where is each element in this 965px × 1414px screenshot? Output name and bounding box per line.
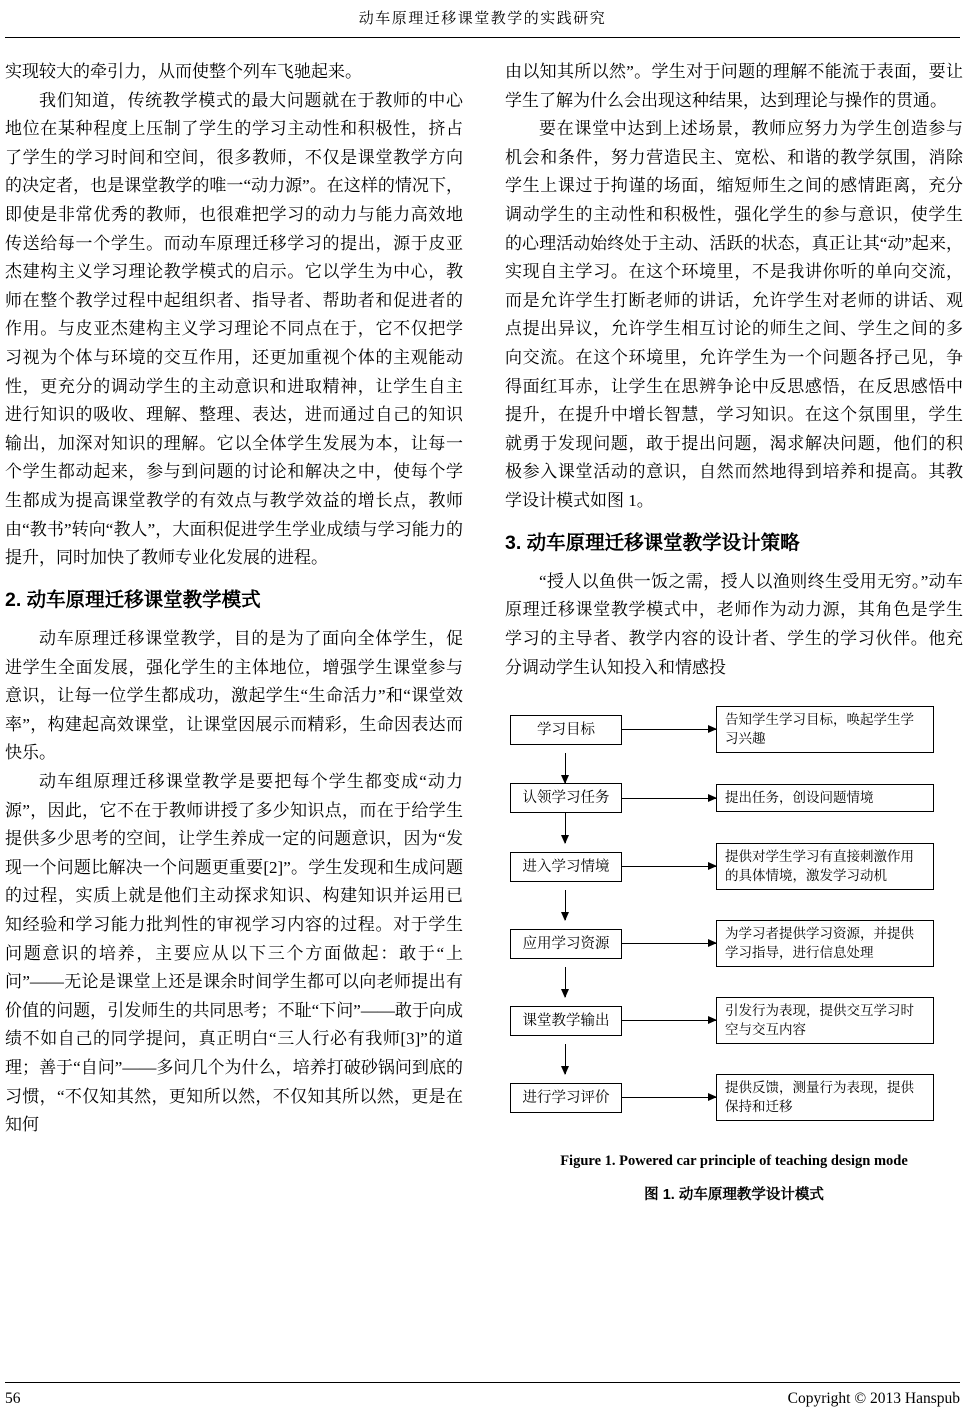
footer-copyright: Copyright © 2013 Hanspub <box>787 1390 960 1407</box>
flowchart-step-box: 学习目标 <box>510 715 622 745</box>
right-column <box>505 58 963 1209</box>
right-arrow-icon <box>622 1097 716 1098</box>
paragraph: 由以知其所以然”。学生对于问题的理解不能流于表面，要让学生了解为什么会出现这种结果，达到理论与操作的贯通。 <box>505 62 963 110</box>
paragraph: 我们知道，传统教学模式的最大问题就在于教师的中心地位在某种程度上压制了学生的学习主动性和积极性，挤占了学生的学习时间和空间，很多教师，不仅是课堂教学方向的决定者，也是课堂教学的唯一“动力源”。在这样的情况下，即使是非常优秀的教师，也很难把学习的动力与能力高效地传送给每一个学生。而动车原理迁移学习的提出，源于皮亚杰建构主义学习理论教学模式的启示。它以学生为中心，教师在整个教学过程中起组织者、指导者、帮助者和促进者的作用。与皮亚杰建构主义学习理论不同点在于，它不仅把学习视为个体与环境的交互作用，还更加重视个体的主观能动性，更充分的调动学生的主动意识和进取精神，让学生自主进行知识的吸收、理解、整理、表达，进而通过自己的知识输出，加深对知识的理解。它以全体学生发展为本，让每一个学生都动起来，参与到问题的讨论和解决之中，使每个学生都成为提高课堂教学的有效点与教学效益的增长点，教师由“教书”转向“教人”，大面积促进学生学业成绩与学习能力的提升，同时加快了教师专业化发展的进程。 <box>5 90 463 568</box>
section-heading-3: 3. 动车原理迁移课堂教学设计策略 <box>505 531 800 554</box>
figure-caption-en: Figure 1. Powered car principle of teaching design mode <box>560 1153 908 1170</box>
footer-page-number: 56 <box>5 1390 21 1407</box>
flowchart-step-box: 进入学习情境 <box>510 852 622 882</box>
flowchart-row <box>510 997 963 1044</box>
flowchart-desc-box: 引发行为表现，提供交互学习时空与交互内容 <box>716 997 934 1044</box>
paragraph: 动车组原理迁移课堂教学是要把每个学生都变成“动力源”，因此，它不在于教师讲授了多少知识点，而在于给学生提供多少思考的空间，让学生养成一定的问题意识，因为“发现一个问题比解决一个问题更重要[2]”。学生发现和生成问题的过程，实质上就是他们主动探求知识、构建知识并运用已知经验和学习能力批判性的审视学习内容的过程。对于学生问题意识的培养，主要应从以下三个方面做起：敢于“上问”——无论是课堂上还是课余时间学生都可以向老师提出有价值的问题，引发师生的共同思考；不耻“下问”——敢于向成绩不如自己的同学提问，真正明白“三人行必有我师[3]”的道理；善于“自问”——多问几个为什么，培养打破砂锅问到底的习惯，“不仅知其然，更知所以然，不仅知其所以然，更是在知何 <box>5 772 463 1135</box>
flowchart-desc-box: 提出任务，创设问题情境 <box>716 784 934 813</box>
down-arrow-icon <box>565 890 566 920</box>
paragraph: 要在课堂中达到上述场景，教师应努力为学生创造参与机会和条件，努力营造民主、宽松、和谐的教学氛围，消除学生上课过于拘谨的场面，缩短师生之间的感情距离，充分调动学生的主动性和积极性，强化学生的参与意识，使学生的心理活动始终处于主动、活跃的状态，真正让其“动”起来，实现自主学习。在这个环境里，不是我讲你听的单向交流，而是允许学生打断老师的讲话，允许学生对老师的讲话、观点提出异议，允许学生相互讨论的师生之间、学生之间的多向交流。在这个环境里，允许学生为一个问题各抒己见，争得面红耳赤，让学生在思辨争论中反思感悟，在反思感悟中提升，在提升中增长智慧，学习知识。在这个氛围里，学生就勇于发现问题，敢于提出问题，渴求解决问题，他们的积极参入课堂活动的意识，自然而然地得到培养和提高。其教学设计模式如图 1。 <box>505 119 963 510</box>
page-header <box>5 0 960 38</box>
right-arrow-icon <box>622 866 716 867</box>
down-arrow-icon <box>565 753 566 783</box>
down-arrow-icon <box>565 967 566 997</box>
flowchart-desc-box: 提供反馈，测量行为表现，提供保持和迁移 <box>716 1074 934 1121</box>
flowchart-desc-box: 告知学生学习目标，唤起学生学习兴趣 <box>716 706 934 753</box>
right-arrow-icon <box>622 1020 716 1021</box>
flowchart-desc-box: 为学习者提供学习资源，并提供学习指导，进行信息处理 <box>716 920 934 967</box>
right-arrow-icon <box>622 729 716 730</box>
left-column <box>5 58 463 1209</box>
content-columns <box>5 58 963 1209</box>
flowchart-row <box>510 843 963 890</box>
down-arrow-icon <box>565 813 566 843</box>
figure-caption <box>505 1147 963 1209</box>
figure-caption-zh: 图 1. 动车原理教学设计模式 <box>644 1186 824 1203</box>
flowchart-row <box>510 706 963 753</box>
figure-1-flowchart <box>505 706 963 1209</box>
flowchart-row <box>510 1074 963 1121</box>
paragraph: 实现较大的牵引力，从而使整个列车飞驰起来。 <box>5 62 362 81</box>
flowchart-step-box: 应用学习资源 <box>510 929 622 959</box>
down-arrow-icon <box>565 1044 566 1074</box>
flowchart-step-box: 进行学习评价 <box>510 1083 622 1113</box>
flowchart-desc-box: 提供对学生学习有直接刺激作用的具体情境，激发学习动机 <box>716 843 934 890</box>
right-arrow-icon <box>622 798 716 799</box>
flowchart-step-box: 认领学习任务 <box>510 783 622 813</box>
paragraph: 动车原理迁移课堂教学，目的是为了面向全体学生，促进学生全面发展，强化学生的主体地位，增强学生课堂参与意识，让每一位学生都成功，激起学生“生命活力”和“课堂效率”，构建起高效课堂，让课堂因展示而精彩，生命因表达而快乐。 <box>5 629 463 763</box>
page-footer <box>5 1382 960 1408</box>
flowchart-step-box: 课堂教学输出 <box>510 1006 622 1036</box>
flowchart-row <box>510 783 963 813</box>
flowchart-row <box>510 920 963 967</box>
running-head-title: 动车原理迁移课堂教学的实践研究 <box>358 11 607 27</box>
right-arrow-icon <box>622 943 716 944</box>
paragraph: “授人以鱼供一饭之需，授人以渔则终生受用无穷。”动车原理迁移课堂教学模式中，老师作为动力源，其角色是学生学习的主导者、教学内容的设计者、学生的学习伙伴。他充分调动学生认知投入和情感投 <box>505 571 963 677</box>
section-heading-2: 2. 动车原理迁移课堂教学模式 <box>5 588 261 611</box>
